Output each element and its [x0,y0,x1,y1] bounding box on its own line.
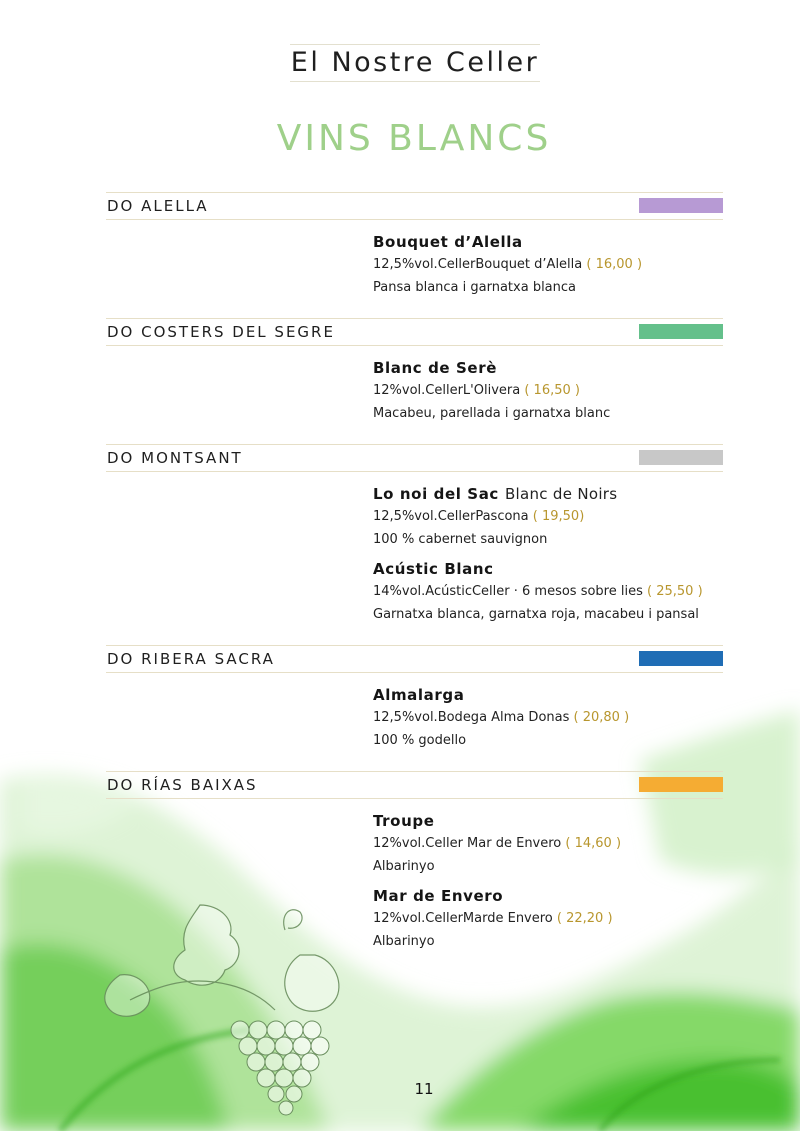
region-color-swatch [639,651,723,666]
wine-name: Mar de Envero [373,887,504,905]
region-band-ribera-sacra [106,645,723,673]
wine-info [373,909,773,929]
region-name: DO ALELLA [107,197,209,215]
section-title: VINS BLANCS [276,118,552,159]
wine-item [373,685,773,751]
wine-details: 12%vol.CellerMarde Envero [373,911,553,926]
wine-price: ( 20,80 ) [573,710,630,725]
wine-grapes: Pansa blanca i garnatxa blanca [373,280,577,295]
wine-grapes: 100 % godello [373,733,467,748]
region-name: DO MONTSANT [107,449,243,467]
region-name: DO RIBERA SACRA [107,650,275,668]
wine-name: Blanc de Serè [373,359,497,377]
region-band-rias-baixas [106,771,723,799]
wine-details: 12,5%vol.Bodega Alma Donas [373,710,570,725]
region-name: DO RÍAS BAIXAS [107,776,258,794]
wine-price: ( 22,20 ) [556,911,613,926]
wine-price: ( 19,50) [532,509,585,524]
region-band-costers-del-segre [106,318,723,346]
wine-info [373,834,773,854]
wine-name: Troupe [373,812,435,830]
wine-grapes: 100 % cabernet sauvignon [373,532,548,547]
wine-price: ( 14,60 ) [565,836,622,851]
wine-grapes: Garnatxa blanca, garnatxa roja, macabeu i pansal [373,607,699,622]
page-header-title: El Nostre Celler [290,44,540,82]
wine-item [373,811,773,877]
wine-grapes: Albarinyo [373,859,435,874]
wine-info [373,708,773,728]
wine-details: 12%vol.CellerL'Olivera [373,383,521,398]
wine-name: Acústic Blanc [373,560,494,578]
region-band-alella [106,192,723,220]
wine-details: 14%vol.AcústicCeller · 6 mesos sobre lies [373,584,643,599]
wine-price: ( 16,00 ) [586,257,643,272]
wine-item [373,886,773,952]
wine-grapes: Albarinyo [373,934,435,949]
region-color-swatch [639,324,723,339]
wine-item [373,484,773,550]
page-number: 11 [414,1080,434,1098]
wine-name-row [373,484,773,504]
wine-name: Almalarga [373,686,465,704]
wine-details: 12,5%vol.CellerBouquet d’Alella [373,257,583,272]
region-color-swatch [639,198,723,213]
wine-item [373,232,773,298]
wine-price: ( 25,50 ) [647,584,703,599]
region-color-swatch [639,450,723,465]
wine-name: Bouquet d’Alella [373,233,523,251]
wine-info [373,381,773,401]
wine-info [373,582,773,602]
wine-subtitle: Blanc de Noirs [504,485,618,503]
wine-info [373,255,773,275]
wine-grapes: Macabeu, parellada i garnatxa blanc [373,406,611,421]
region-color-swatch [639,777,723,792]
wine-price: ( 16,50 ) [524,383,580,398]
wine-name: Lo noi del Sac [373,485,499,503]
wine-item [373,559,773,625]
region-band-montsant [106,444,723,472]
wine-details: 12,5%vol.CellerPascona [373,509,529,524]
wine-item [373,358,773,424]
wine-info [373,507,773,527]
region-name: DO COSTERS DEL SEGRE [107,323,335,341]
wine-details: 12%vol.Celler Mar de Envero [373,836,562,851]
